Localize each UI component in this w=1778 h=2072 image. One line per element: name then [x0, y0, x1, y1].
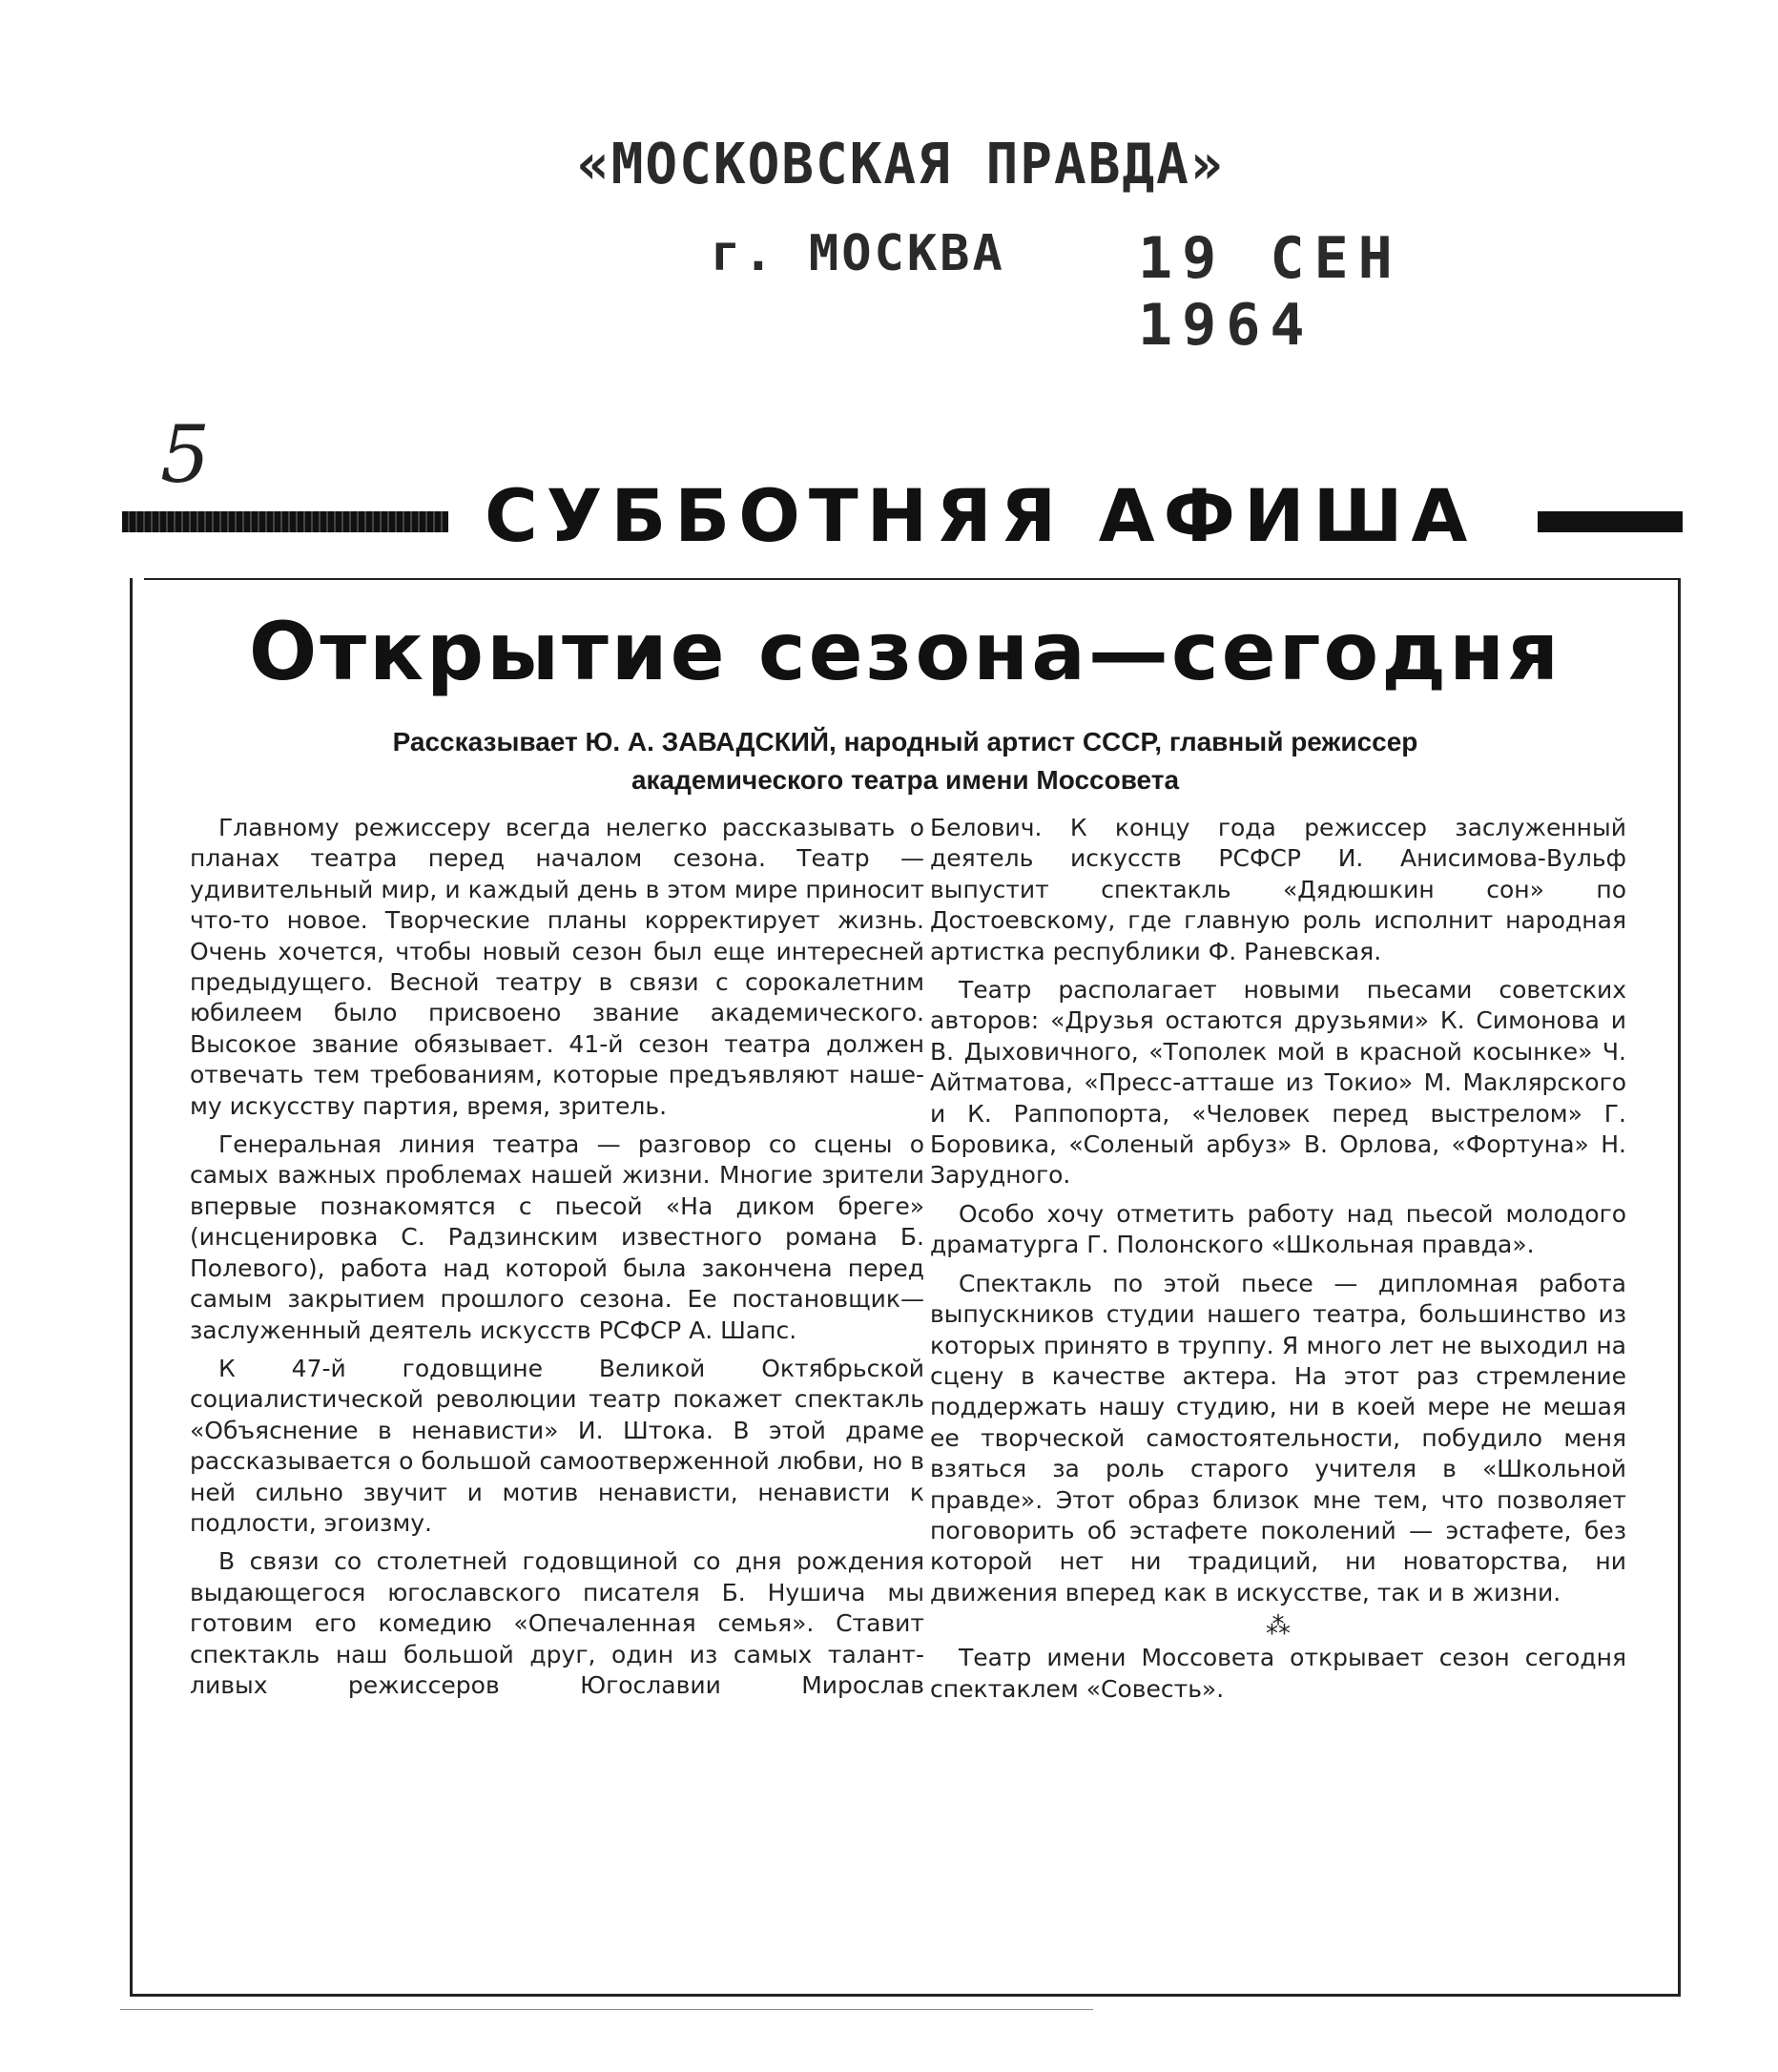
rubric-title: СУББОТНЯЯ АФИША [485, 473, 1477, 558]
article-byline [133, 723, 1678, 799]
stamp-date: 19 СЕН 1964 [1138, 225, 1402, 359]
paragraph: Театр располагает новыми пьесами советских авторов: «Друзья остаются друзьями» К. Симонова и В. Дыховичного, «Тополек мой в красной косынке» Ч. Айтматова, «Пресс-атташе из Токио» М. Маклярского и К. Раппопорта, «Человек перед выстрелом» Г. Боровика, «Соленый арбуз» В. Орлова, «Фортуна» Н. Зарудного. [930, 976, 1626, 1190]
article-headline: Открытие сезона—сегодня [248, 605, 1562, 698]
rubric-bar-left [122, 511, 448, 532]
rubric-bar-right [1538, 511, 1683, 532]
stamp-city: г. МОСКВА [711, 225, 1005, 282]
bottom-rule [120, 2009, 1093, 2010]
section-divider: ⁂ [1266, 1612, 1291, 1642]
paragraph: В связи со столетней годовщиной со дня рождения выдающегося югославского писателя Б. Нушича мы готовим его комедию «Опечаленная семья». Ставит спектакль наш большой друг, один из самых талантливых режиссеров Югославии Мирослав [190, 1547, 924, 1699]
article-top-rule [144, 578, 1678, 580]
byline-line: академического театра имени Моссовета [631, 765, 1180, 795]
paragraph: Белович. К концу года режиссер заслуженный деятель искусств РСФСР И. Анисимова-Вульф выпустит спектакль «Дядюшкин сон» по Достоевскому, где главную роль исполнит народная артистка республики Ф. Раневская. [930, 814, 1626, 965]
paragraph: Главному режиссеру всегда нелегко рассказывать о планах театра перед началом сезона. Театр — удивительный мир, и каждый день в этом мире приносит что-то новое. Творческие планы корректирует жизнь. Очень хочется, чтобы новый сезон был еще интересней предыдущего. Весной театру в связи с сорокалетним юбилеем было присвоено звание академического. Высокое звание обязывает. 41-й сезон театра должен отвечать тем требованиям, которые предъявляют нашему искусству партия, время, зритель. [190, 814, 924, 1120]
handwritten-page-number: 5 [160, 410, 211, 501]
paragraph: К 47-й годовщине Великой Октябрьской социалистической революции театр покажет спектакль «Объяснение в ненависти» И. Штока. В этой драме рассказывается о большой самоотверженной любви, но в ней сильно звучит и мотив ненависти, ненависти к подлости, эгоизму. [190, 1354, 924, 1537]
archive-stamp [558, 132, 1521, 359]
paragraph: Спектакль по этой пьесе — дипломная работа выпускников студии нашего театра, большинство из которых принято в труппу. Я много лет не выходил на сцену в качестве актера. На этот раз стремление поддержать нашу студию, ни в коей мере не мешая ее творческой самостоятельности, побудило меня взяться за роль старого учителя в «Школьной правде». Этот образ близок мне тем, что позволяет поговорить об эстафете поколений — эстафете, без которой нет ни традиций, ни новаторства, ни движения вперед как в искусстве, так и в жизни. [930, 1269, 1626, 1606]
paragraph: Генеральная линия театра — разговор со сцены о самых важных проблемах нашей жизни. Многие зрители впервые познакомятся с пьесой «На диком бреге» (инсценировка С. Радзинским известного романа Б. Полевого), работа над которой была закончена перед самым закрытием прошлого сезона. Ее постановщик—заслуженный деятель искусств РСФСР А. Шапс. [190, 1130, 924, 1344]
paragraph: Особо хочу отметить работу над пьесой молодого драматурга Г. Полонского «Школьная правда». [930, 1199, 1626, 1259]
byline-line: Рассказывает Ю. А. ЗАВАДСКИЙ, народный артист СССР, главный режиссер [392, 727, 1418, 756]
rubric-banner [122, 473, 1683, 563]
closing-paragraph: Театр имени Моссовета открывает сезон сегодня спектаклем «Совесть». [930, 1644, 1626, 1703]
left-column [190, 813, 924, 1709]
article [130, 578, 1681, 1997]
right-column [930, 813, 1626, 1712]
stamp-newspaper: «МОСКОВСКАЯ ПРАВДА» [577, 132, 1225, 197]
